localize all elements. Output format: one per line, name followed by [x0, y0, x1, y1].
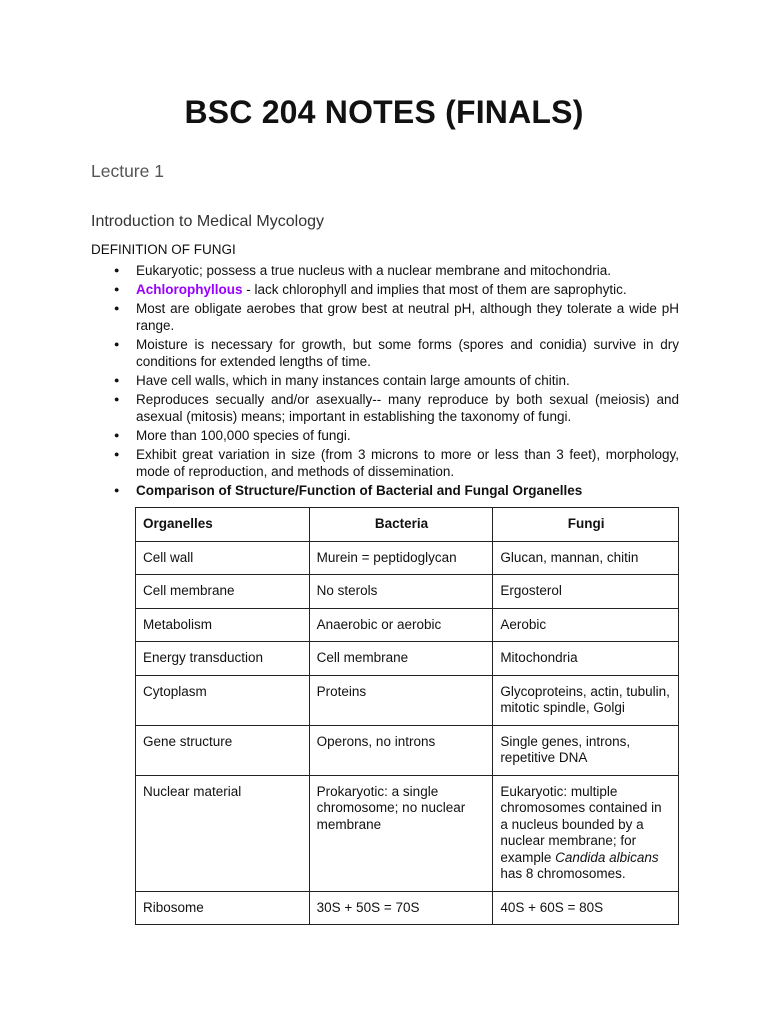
table-cell: Gene structure	[136, 725, 310, 775]
definition-heading: DEFINITION OF FUNGI	[91, 242, 236, 257]
table-cell: 30S + 50S = 70S	[309, 891, 493, 925]
table-header-row	[136, 508, 679, 542]
table-cell: Cell membrane	[309, 642, 493, 676]
table-cell: Nuclear material	[136, 775, 310, 891]
organelles-comparison-table	[135, 507, 679, 925]
table-row	[136, 575, 679, 609]
table-header: Bacteria	[309, 508, 493, 542]
list-item: ● Most are obligate aerobes that grow best at neutral pH, although they tolerate a wide pH range.	[114, 300, 679, 334]
list-item: ● More than 100,000 species of fungi.	[114, 427, 679, 444]
table-row	[136, 675, 679, 725]
table-cell: Murein = peptidoglycan	[309, 541, 493, 575]
table-header: Organelles	[136, 508, 310, 542]
table-header: Fungi	[493, 508, 679, 542]
definition-list	[114, 262, 679, 501]
species-name: Candida albicans	[555, 849, 659, 865]
table-cell: Cell membrane	[136, 575, 310, 609]
table-cell: Ribosome	[136, 891, 310, 925]
table-cell: Mitochondria	[493, 642, 679, 676]
table-cell: Anaerobic or aerobic	[309, 608, 493, 642]
list-item-table-caption: ● Comparison of Structure/Function of Bacterial and Fungal Organelles	[114, 482, 679, 499]
table-row	[136, 775, 679, 891]
table-row	[136, 608, 679, 642]
table-cell: Operons, no introns	[309, 725, 493, 775]
table-cell: Cell wall	[136, 541, 310, 575]
table-cell: Energy transduction	[136, 642, 310, 676]
table-cell: Proteins	[309, 675, 493, 725]
highlight-term: Achlorophyllous	[136, 282, 243, 297]
list-item: ● Reproduces secually and/or asexually-- many reproduce by both sexual (meiosis) and asexual (mitosis) means; important in establishing the taxonomy of fungi.	[114, 391, 679, 425]
table-cell: No sterols	[309, 575, 493, 609]
table-cell: Glucan, mannan, chitin	[493, 541, 679, 575]
table-row	[136, 891, 679, 925]
section-heading: Introduction to Medical Mycology	[91, 213, 324, 230]
list-item: ● Exhibit great variation in size (from 3 microns to more or less than 3 feet), morphology, mode of reproduction, and methods of dissemination.	[114, 446, 679, 480]
table-cell: Glycoproteins, actin, tubulin, mitotic spindle, Golgi	[493, 675, 679, 725]
table-cell: 40S + 60S = 80S	[493, 891, 679, 925]
table-row	[136, 642, 679, 676]
list-item: ● Eukaryotic; possess a true nucleus with a nuclear membrane and mitochondria.	[114, 262, 679, 279]
lecture-heading: Lecture 1	[91, 161, 164, 181]
table-cell: Prokaryotic: a single chromosome; no nuclear membrane	[309, 775, 493, 891]
table-cell: Single genes, introns, repetitive DNA	[493, 725, 679, 775]
table-cell: Metabolism	[136, 608, 310, 642]
table-cell: Eukaryotic: multiple chromosomes contained in a nucleus bounded by a nuclear membrane; for example Candida albicans has 8 chromosomes.	[493, 775, 679, 891]
list-item: ● Achlorophyllous - lack chlorophyll and implies that most of them are saprophytic.	[114, 281, 679, 298]
list-item: ● Have cell walls, which in many instances contain large amounts of chitin.	[114, 372, 679, 389]
list-item: ● Moisture is necessary for growth, but some forms (spores and conidia) survive in dry conditions for extended lengths of time.	[114, 336, 679, 370]
page-title: BSC 204 NOTES (FINALS)	[184, 94, 584, 130]
table-row	[136, 725, 679, 775]
table-cell: Cytoplasm	[136, 675, 310, 725]
table-row	[136, 541, 679, 575]
table-cell: Aerobic	[493, 608, 679, 642]
table-cell: Ergosterol	[493, 575, 679, 609]
